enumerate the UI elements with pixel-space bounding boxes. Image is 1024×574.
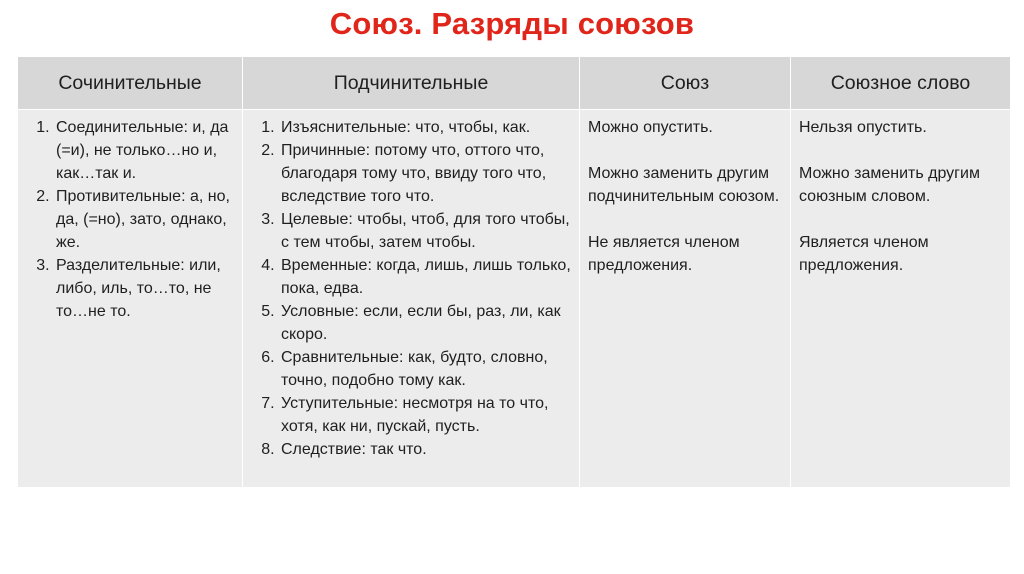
conjunctive-word-note: Можно заменить другим союзным словом. bbox=[799, 165, 980, 205]
cell-coordinating bbox=[18, 110, 243, 488]
list-item: 3. Целевые: чтобы, чтоб, для того чтобы, с тем чтобы, затем чтобы. bbox=[279, 208, 573, 254]
conjunction-note: Можно опустить. bbox=[588, 119, 713, 136]
list-item: 6. Сравнительные: как, будто, словно, точно, подобно тому как. bbox=[279, 346, 573, 392]
conjunction-note: Не является членом предложения. bbox=[588, 234, 740, 274]
table-header-row bbox=[18, 57, 1011, 110]
cell-conjunction bbox=[580, 110, 791, 488]
list-item: 5. Условные: если, если бы, раз, ли, как скоро. bbox=[279, 300, 573, 346]
header-subordinating: Подчинительные bbox=[243, 57, 580, 110]
list-item: 2. Причинные: потому что, оттого что, благодаря тому что, ввиду того что, вследствие того что. bbox=[279, 139, 573, 208]
cell-subordinating bbox=[243, 110, 580, 488]
list-item: 1. Соединительные: и, да (=и), не только…но и, как…так и. bbox=[54, 116, 236, 185]
cell-conjunctive-word bbox=[791, 110, 1011, 488]
list-item: 7. Уступительные: несмотря на то что, хотя, как ни, пускай, пусть. bbox=[279, 392, 573, 438]
list-item: 1. Изъяснительные: что, чтобы, как. bbox=[279, 116, 573, 139]
conjunction-note: Можно заменить другим подчинительным союзом. bbox=[588, 165, 780, 205]
coordinating-list bbox=[26, 116, 236, 323]
conjunctive-word-note: Является членом предложения. bbox=[799, 234, 929, 274]
header-conjunction: Союз bbox=[580, 57, 791, 110]
slide-title: Союз. Разряды союзов bbox=[329, 6, 695, 41]
table-row bbox=[18, 110, 1011, 488]
conjunctions-table bbox=[17, 56, 1011, 488]
list-item: 2. Противительные: а, но, да, (=но), зато, однако, же. bbox=[54, 185, 236, 254]
header-coordinating: Сочинительные bbox=[18, 57, 243, 110]
subordinating-list bbox=[251, 116, 573, 461]
header-conjunctive-word: Союзное слово bbox=[791, 57, 1011, 110]
conjunctive-word-note: Нельзя опустить. bbox=[799, 119, 927, 136]
list-item: 4. Временные: когда, лишь, лишь только, пока, едва. bbox=[279, 254, 573, 300]
list-item: 8. Следствие: так что. bbox=[279, 438, 573, 461]
list-item: 3. Разделительные: или, либо, иль, то…то, не то…не то. bbox=[54, 254, 236, 323]
